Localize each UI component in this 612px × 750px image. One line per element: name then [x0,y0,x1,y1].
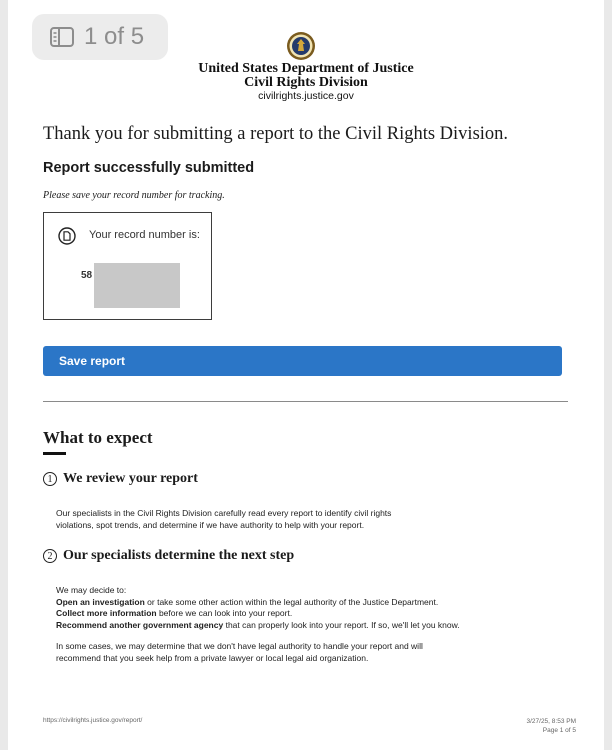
step-2-heading [43,548,294,564]
redaction-block [94,263,180,308]
document-icon [58,227,76,245]
option-line [56,597,526,609]
record-number: 58 [81,270,93,281]
option-text: that can properly look into your report. If so, we'll let you know. [223,619,460,630]
option-text: or take some other action within the legal authority of the Justice Department. [144,596,439,607]
page-title: Thank you for submitting a report to the Civil Rights Division. [43,124,509,144]
step-title: Our specialists determine the next step [63,548,295,563]
page-indicator[interactable] [32,14,168,60]
save-note: Please save your record number for tracking. [43,190,225,201]
agency-name: United States Department of Justice [198,61,414,76]
agency-url: civilrights.justice.gov [258,90,354,102]
text-line: We may decide to: [56,585,127,595]
option-emphasis: Collect more information [56,608,157,618]
option-line [56,608,526,620]
step-1-heading [43,471,198,487]
what-to-expect-heading: What to expect [43,428,153,447]
step-number-badge: 2 [43,549,57,563]
step-1-description [56,508,526,531]
text-line: violations, spot trends, and determine if we have authority to help with your report. [56,519,365,530]
text-line: Our specialists in the Civil Rights Division carefully read every report to identify civil rights [56,508,392,518]
footer-url: https://civilrights.justice.gov/report/ [43,717,143,724]
option-line [56,620,526,632]
option-emphasis: Recommend another government agency [56,619,224,630]
text-line: recommend that you seek help from a private lawyer or local legal aid organization. [56,652,369,663]
doj-seal-icon [286,31,316,61]
division-name: Civil Rights Division [244,75,368,90]
heading-underline [43,452,66,455]
step-2-description [56,585,526,664]
record-number-label: Your record number is: [89,229,200,241]
divider [43,401,568,402]
save-report-button[interactable]: Save report [43,346,562,376]
option-emphasis: Open an investigation [56,596,145,607]
footer-page-number: Page 1 of 5 [542,727,576,734]
page-indicator-label: 1 of 5 [84,23,145,50]
sidebar-icon [50,27,74,47]
text-line: In some cases, we may determine that we don't have legal authority to handle your report and will [56,641,423,651]
option-text: before we can look into your report. [156,608,293,618]
footer-datetime: 3/27/25, 8:53 PM [526,718,576,725]
step-number-badge: 1 [43,472,57,486]
footer-meta [526,717,576,735]
record-number-box [43,212,212,320]
success-heading: Report successfully submitted [43,160,255,176]
step-title: We review your report [63,471,198,486]
